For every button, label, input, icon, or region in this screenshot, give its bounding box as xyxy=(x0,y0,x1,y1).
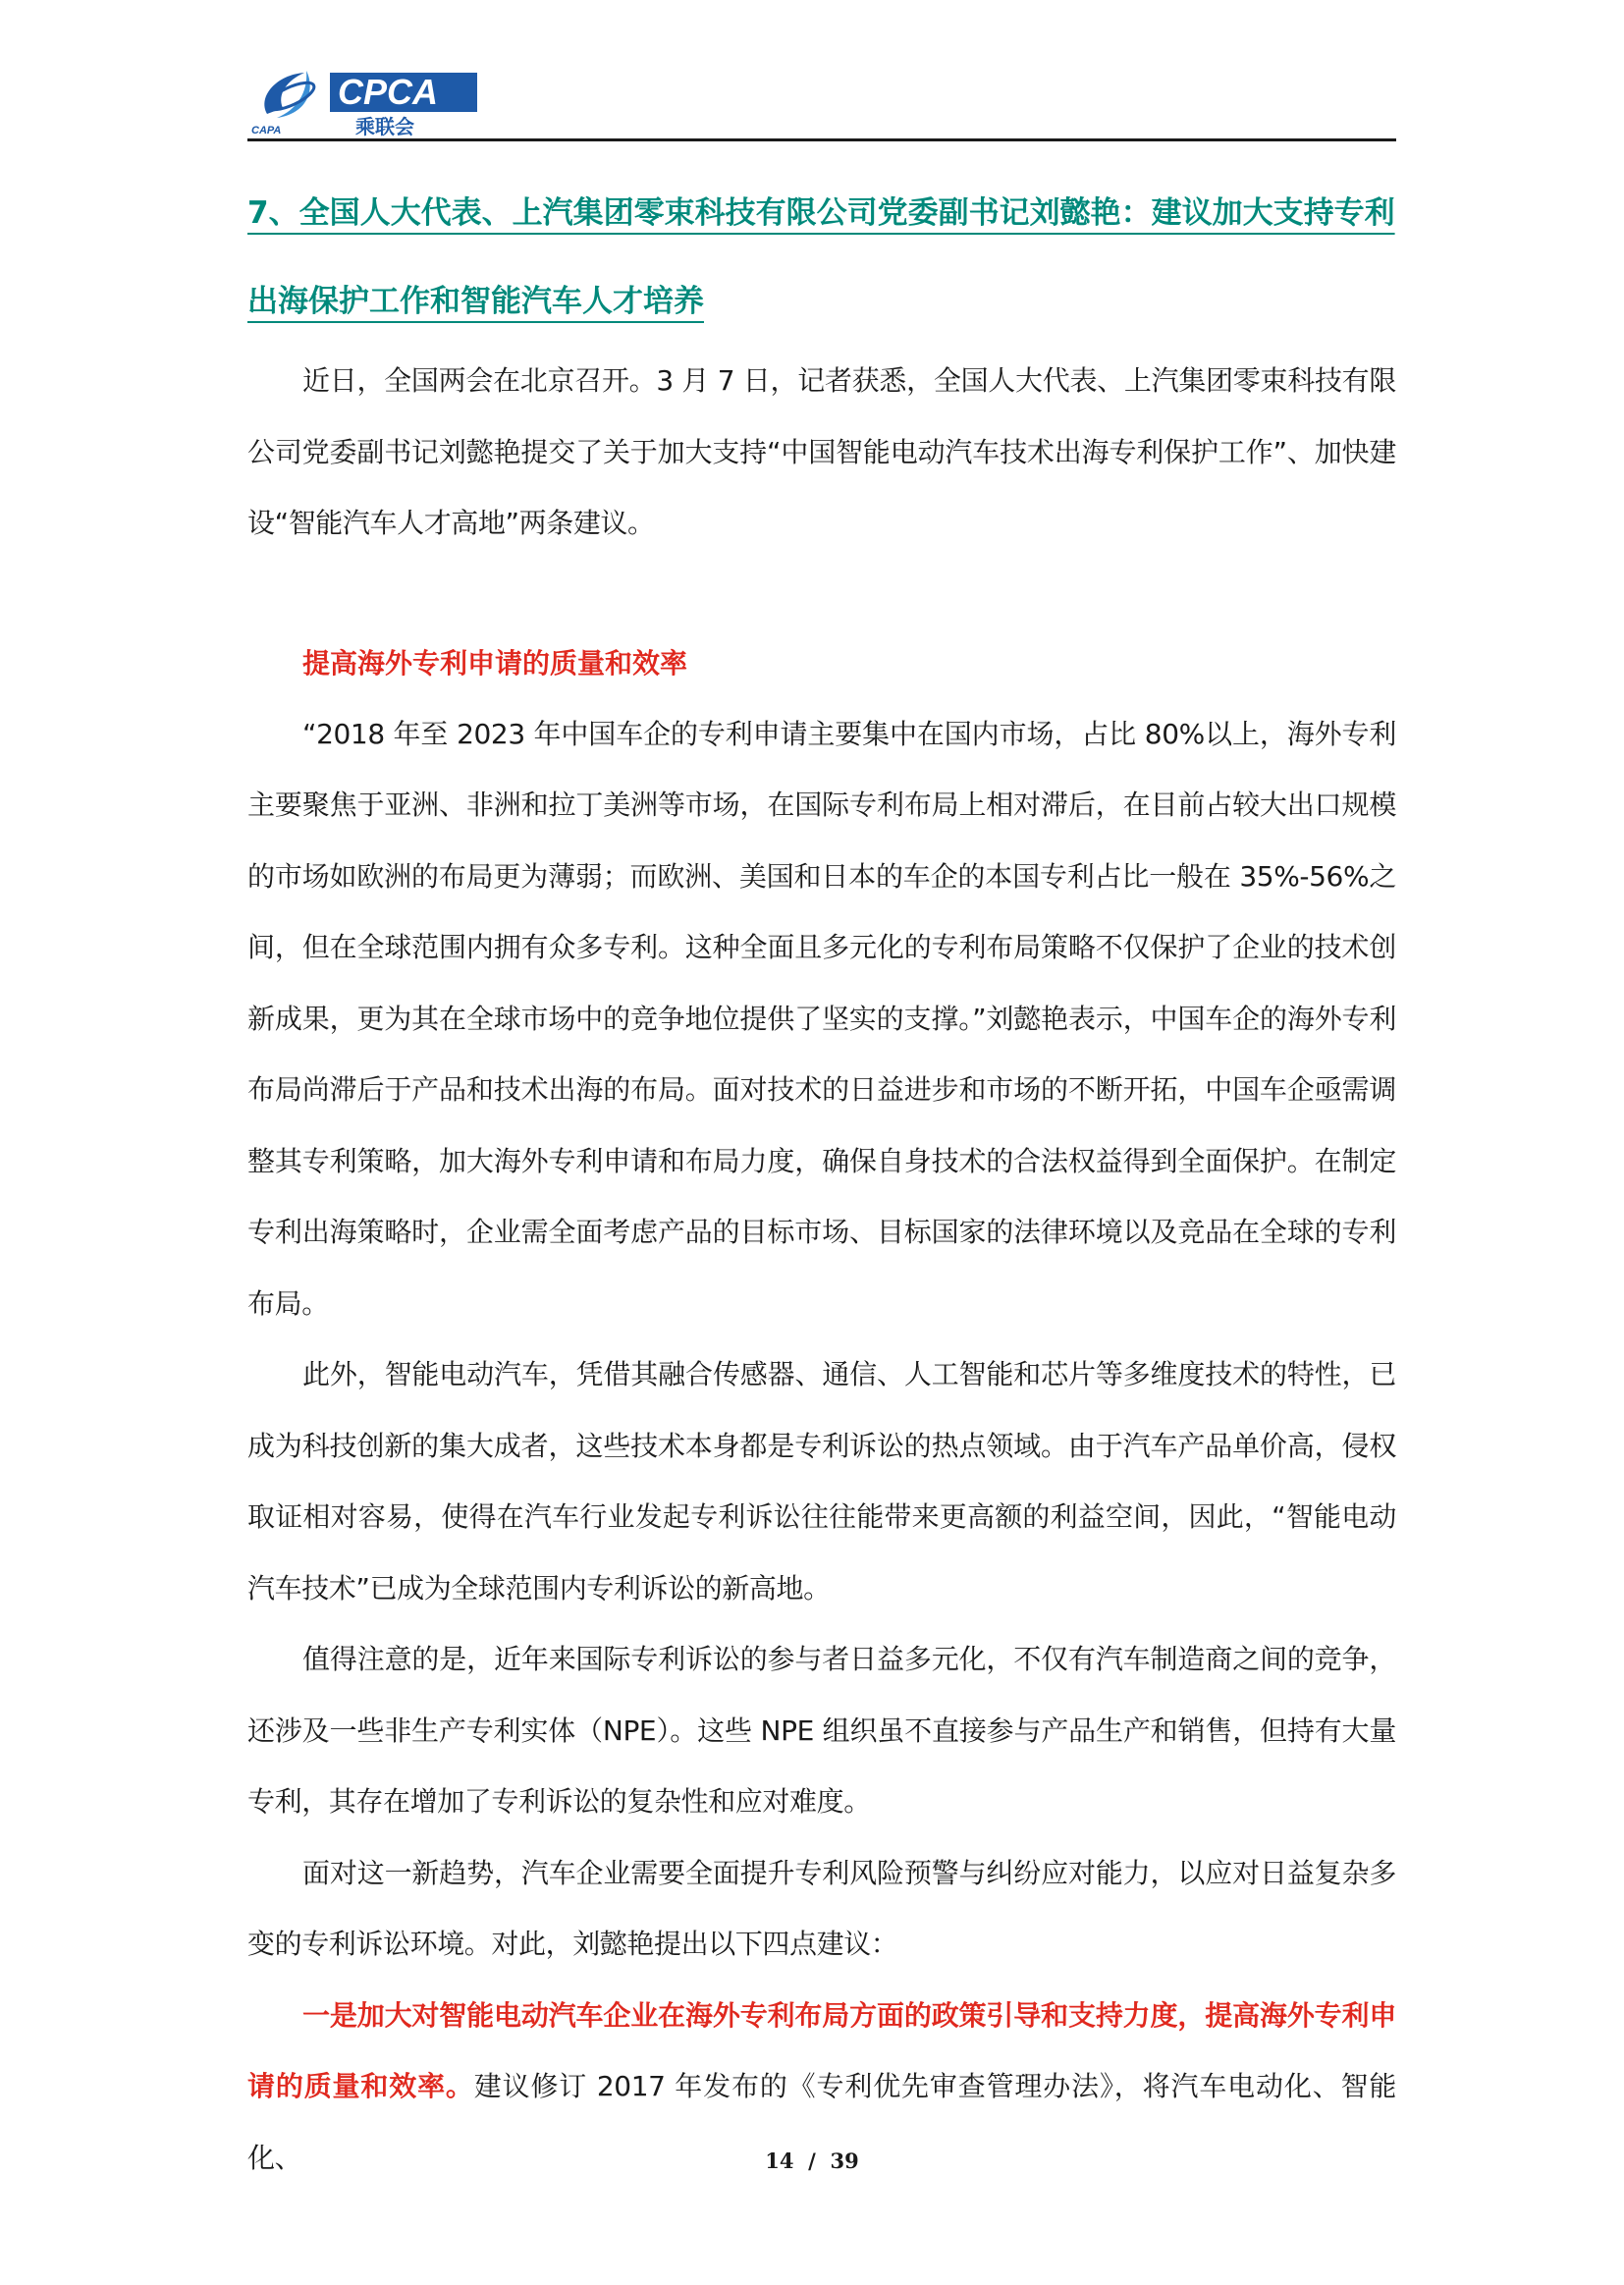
intro-paragraph: 近日，全国两会在北京召开。3 月 7 日，记者获悉，全国人大代表、上汽集团零束科技有限公司党委副书记刘懿艳提交了关于加大支持“中国智能电动汽车技术出海专利保护工作”、加快建设“智能汽车人才高地”两条建议。 xyxy=(247,364,1396,539)
page-total: 39 xyxy=(830,2149,859,2173)
body-paragraph: 此外，智能电动汽车，凭借其融合传感器、通信、人工智能和芯片等多维度技术的特性，已成为科技创新的集大成者，这些技术本身都是专利诉讼的热点领域。由于汽车产品单价高，侵权取证相对容易，使得在汽车行业发起专利诉讼往往能带来更高额的利益空间，因此，“智能电动汽车技术”已成为全球范围内专利诉讼的新高地。 xyxy=(247,1358,1396,1605)
body-paragraph: “2018 年至 2023 年中国车企的专利申请主要集中在国内市场，占比 80%以上，海外专利主要聚焦于亚洲、非洲和拉丁美洲等市场，在国际专利布局上相对滞后，在目前占较大出口规模的市场如欧洲的布局更为薄弱；而欧洲、美国和日本的车企的本国专利占比一般在 35%-56%之间，但在全球范围内拥有众多专利。这种全面且多元化的专利布局策略不仅保护了企业的技术创新成果，更为其在全球市场中的竞争地位提供了坚实的支撑。”刘懿艳表示，中国车企的海外专利布局尚滞后于产品和技术出海的布局。面对技术的日益进步和市场的不断开拓，中国车企亟需调整其专利策略，加大海外专利申请和布局力度，确保自身技术的合法权益得到全面保护。在制定专利出海策略时，企业需全面考虑产品的目标市场、目标国家的法律环境以及竞品在全球的专利布局。 xyxy=(247,717,1396,1320)
logo-mark-text: CAPA xyxy=(251,125,282,136)
body-paragraph: 面对这一新趋势，汽车企业需要全面提升专利风险预警与纠纷应对能力，以应对日益复杂多变的专利诉讼环境。对此，刘懿艳提出以下四点建议： xyxy=(247,1856,1396,1960)
page-separator: / xyxy=(808,2149,816,2173)
page-header xyxy=(247,57,1396,139)
page-current: 14 xyxy=(765,2149,794,2173)
cpca-logo xyxy=(247,57,483,137)
section-title: 7、全国人大代表、上汽集团零束科技有限公司党委副书记刘懿艳：建议加大支持专利出海保护工作和智能汽车人才培养 xyxy=(247,195,1395,319)
article-body xyxy=(247,189,1396,2194)
suggestion-one-highlight: 一是加大对智能电动汽车企业在海外专利布局方面的政策引导和支持力度，提高海外专利申请的质量和效率。 xyxy=(247,1998,1396,2102)
header-rule xyxy=(247,138,1396,141)
suggestion-one-text: 建议修订 2017 年发布的《专利优先审查管理办法》，将汽车电动化、智能化、 xyxy=(247,2070,1396,2174)
body-paragraph: 值得注意的是，近年来国际专利诉讼的参与者日益多元化，不仅有汽车制造商之间的竞争，还涉及一些非生产专利实体（NPE）。这些 NPE 组织虽不直接参与产品生产和销售，但持有大量专利，其存在增加了专利诉讼的复杂性和应对难度。 xyxy=(247,1643,1396,1818)
spacer xyxy=(247,560,1396,628)
logo-subtext: 乘联会 xyxy=(355,115,414,137)
subheading: 提高海外专利申请的质量和效率 xyxy=(302,646,688,680)
logo-text: CPCA xyxy=(338,72,439,112)
page-number xyxy=(0,2149,1624,2173)
